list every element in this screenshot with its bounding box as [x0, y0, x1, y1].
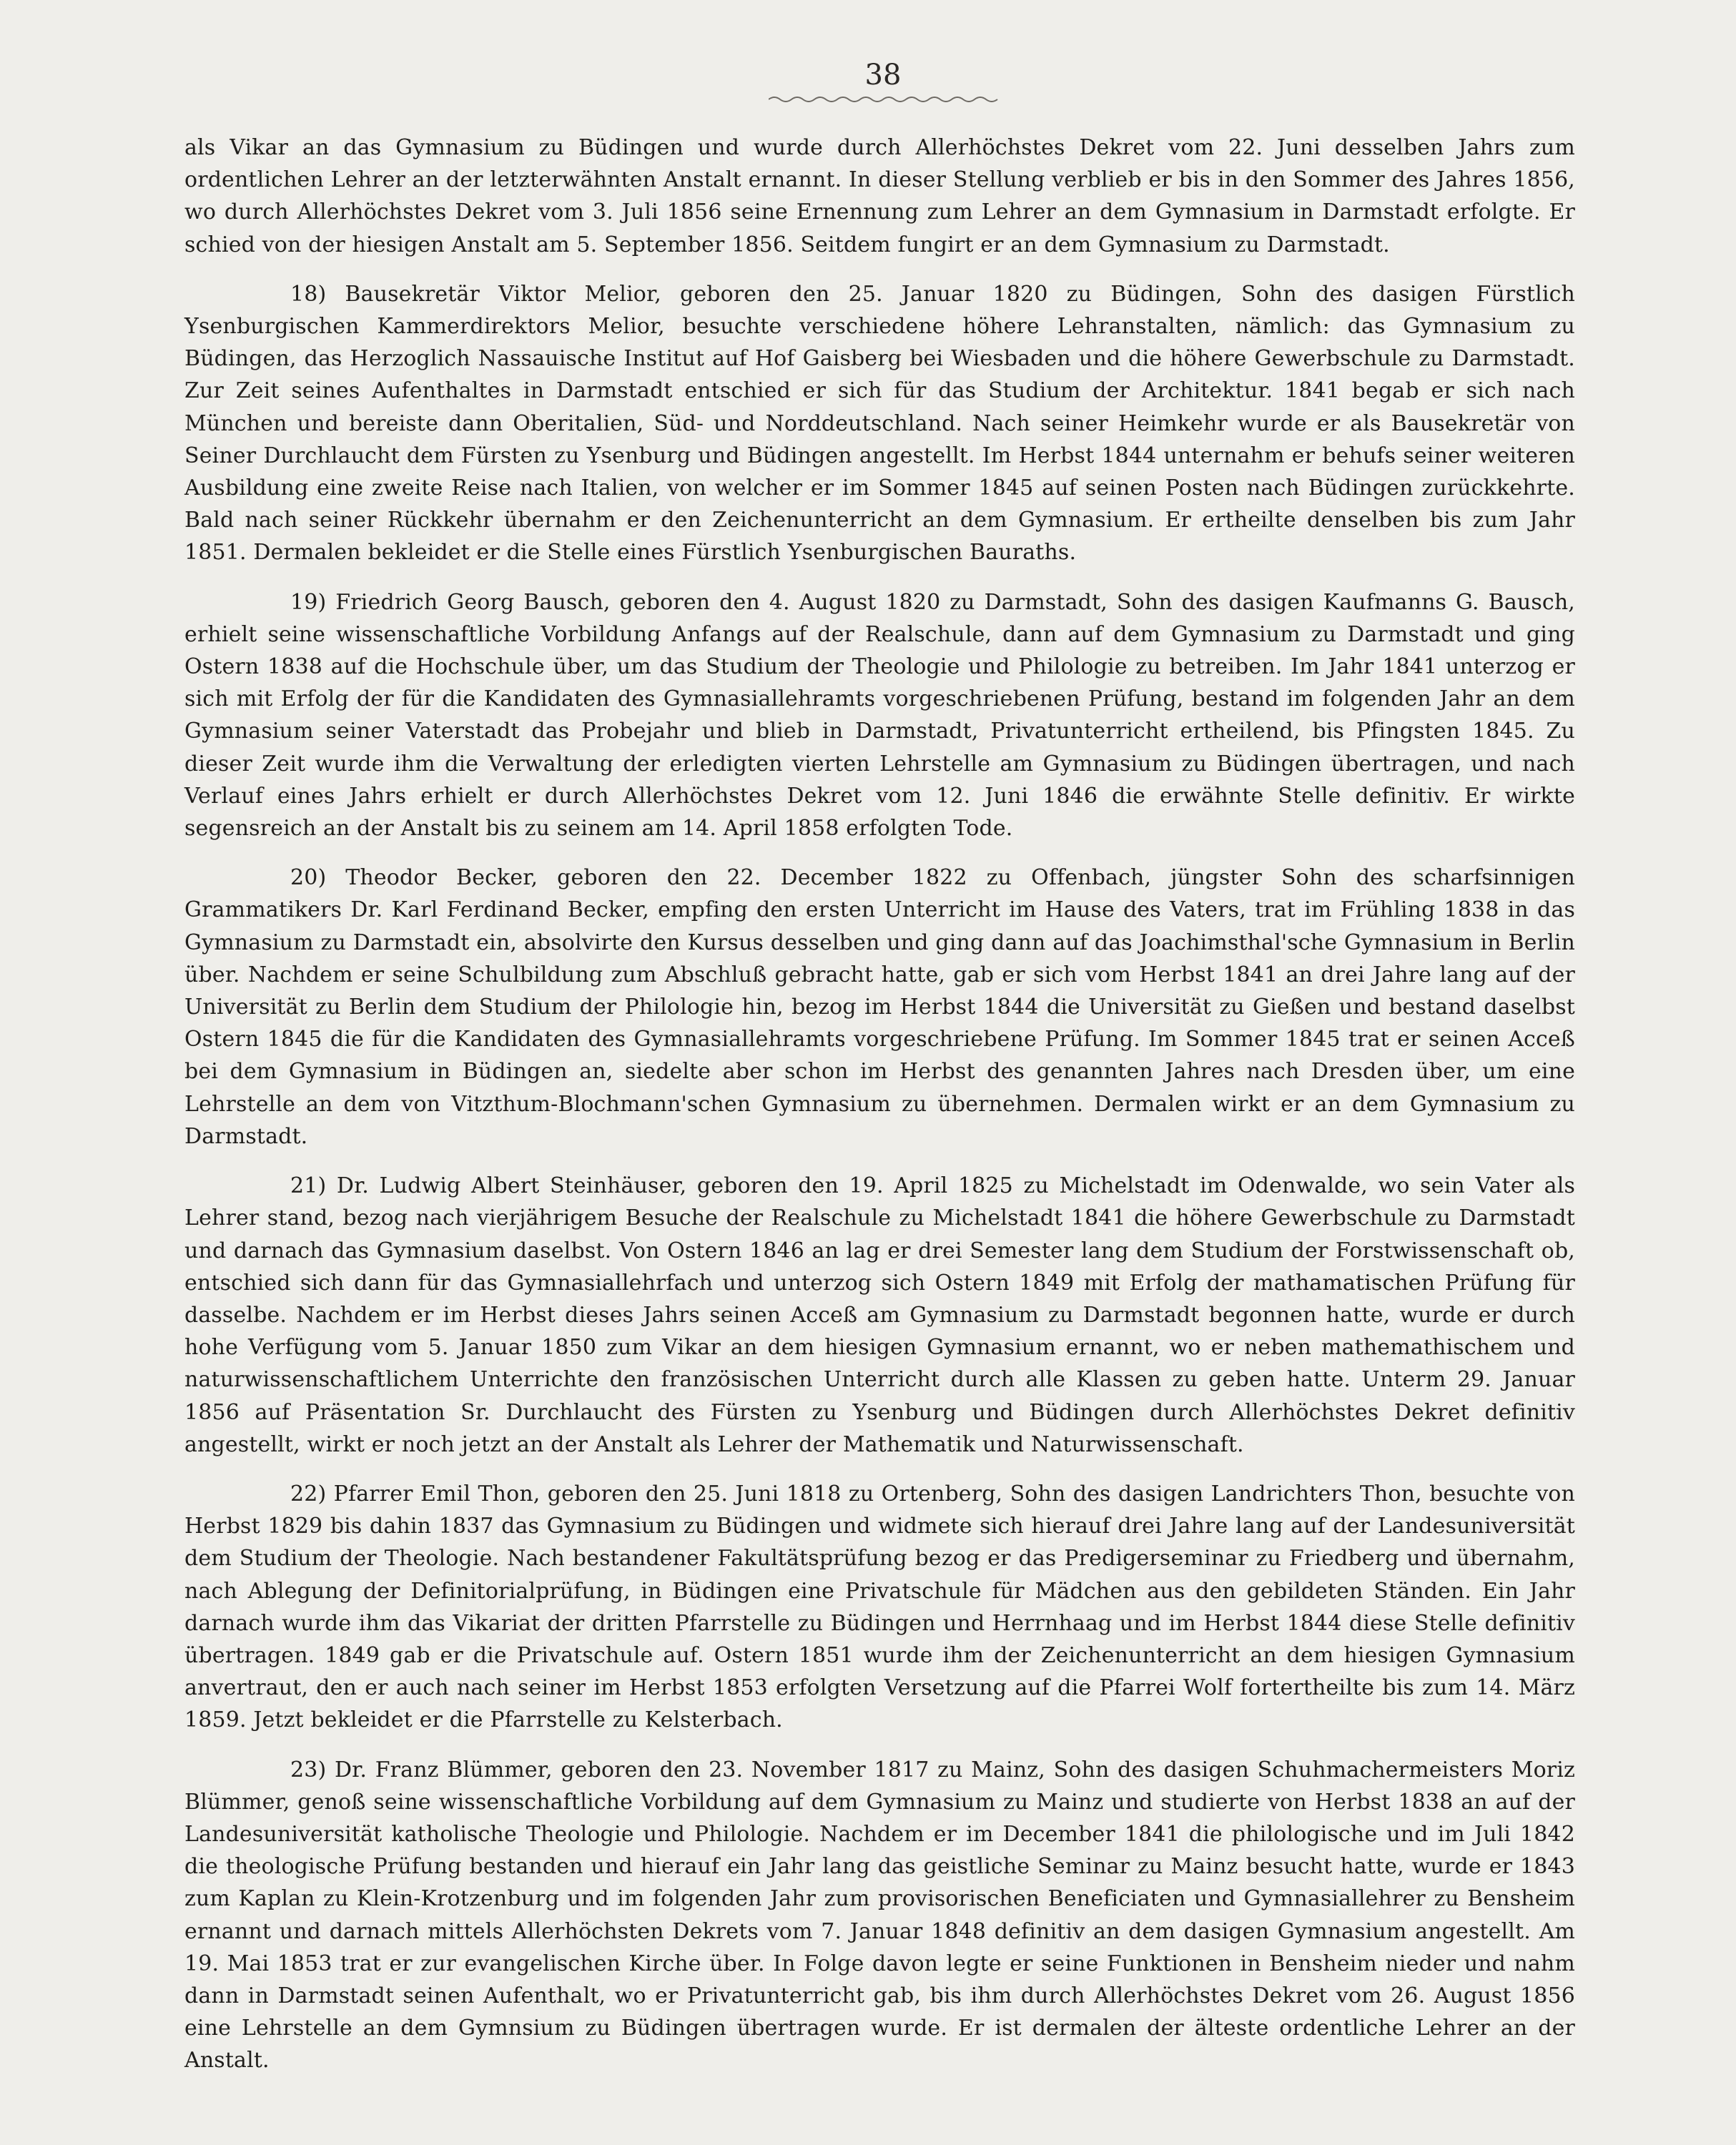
entry-text: 23) Dr. Franz Blümmer, geboren den 23. November 1817 zu Mainz, Sohn des dasigen Schuhmachermeisters Moriz Blümmer, genoß seine wissenschaftliche Vorbildung auf dem Gymnasium zu Mainz und studierte von Herbst 1838 an auf der Landesuniversität katholische Theologie und Philologie. Nachdem er im December 1841 die philologische und im Juli 1842 die theologische Prüfung bestanden und hierauf ein Jahr lang das geistliche Seminar zu Mainz besucht hatte, wurde er 1843 zum Kaplan zu Klein-Krotzenburg und im folgenden Jahr zum provisorischen Beneficiaten und Gymnasiallehrer zu Bensheim ernannt und darnach mittels Allerhöchsten Dekrets vom 7. Januar 1848 definitiv an dem dasigen Gymnasium angestellt. Am 19. Mai 1853 trat er zur evangelischen Kirche über. In Folge davon legte er seine Funktionen in Bensheim nieder und nahm dann in Darmstadt seinen Aufenthalt, wo er Privatunterricht gab, bis ihm durch Allerhöchstes Dekret vom 26. August 1856 eine Lehrstelle an dem Gymnsium zu Büdingen übertragen wurde. Er ist dermalen der älteste ordentliche Lehrer an der Anstalt.: [184, 1757, 1575, 2074]
entry-text: 21) Dr. Ludwig Albert Steinhäuser, geboren den 19. April 1825 zu Michelstadt im Odenwalde, wo sein Vater als Lehrer stand, bezog nach vierjährigem Besuche der Realschule zu Michelstadt 1841 die höhere Gewerbschule zu Darmstadt und darnach das Gymnasium daselbst. Von Ostern 1846 an lag er drei Semester lang dem Studium der Forstwissenschaft ob, entschied sich dann für das Gymnasiallehrfach und unterzog sich Ostern 1849 mit Erfolg der mathamatischen Prüfung für dasselbe. Nachdem er im Herbst dieses Jahrs seinen Acceß am Gymnasium zu Darmstadt begonnen hatte, wurde er durch hohe Verfügung vom 5. Januar 1850 zum Vikar an dem hiesigen Gymnasium ernannt, wo er neben mathemathischem und naturwissenschaftlichem Unterrichte den französischen Unterricht durch alle Klassen zu geben hatte. Unterm 29. Januar 1856 auf Präsentation Sr. Durchlaucht des Fürsten zu Ysenburg und Büdingen durch Allerhöchstes Dekret definitiv angestellt, wirkt er noch jetzt an der Anstalt als Lehrer der Mathematik und Naturwissenschaft.: [184, 1173, 1575, 1457]
entry-20-becker: [184, 862, 1575, 1153]
page-number-ornament: [769, 94, 999, 104]
entry-text: 20) Theodor Becker, geboren den 22. December 1822 zu Offenbach, jüngster Sohn des scharfsinnigen Grammatikers Dr. Karl Ferdinand Becker, empfing den ersten Unterricht im Hause des Vaters, trat im Frühling 1838 in das Gymnasium zu Darmstadt ein, absolvirte den Kursus desselben und ging dann auf das Joachimsthal'sche Gymnasium in Berlin über. Nachdem er seine Schulbildung zum Abschluß gebracht hatte, gab er sich vom Herbst 1841 an drei Jahre lang auf der Universität zu Berlin dem Studium der Philologie hin, bezog im Herbst 1844 die Universität zu Gießen und bestand daselbst Ostern 1845 die für die Kandidaten des Gymnasiallehramts vorgeschriebene Prüfung. Im Sommer 1845 trat er seinen Acceß bei dem Gymnasium in Büdingen an, siedelte aber schon im Herbst des genannten Jahres nach Dresden über, um eine Lehrstelle an dem von Vitzthum-Blochmann'schen Gymnasium zu übernehmen. Dermalen wirkt er an dem Gymnasium zu Darmstadt.: [184, 865, 1575, 1149]
entry-18-melior: [184, 278, 1575, 569]
entry-21-steinhaeuser: [184, 1170, 1575, 1461]
entry-text: 18) Bausekretär Viktor Melior, geboren den 25. Januar 1820 zu Büdingen, Sohn des dasigen Fürstlich Ysenburgischen Kammerdirektors Melior, besuchte verschiedene höhere Lehranstalten, nämlich: das Gymnasium zu Büdingen, das Herzoglich Nassauische Institut auf Hof Gaisberg bei Wiesbaden und die höhere Gewerbschule zu Darmstadt. Zur Zeit seines Aufenthaltes in Darmstadt entschied er sich für das Studium der Architektur. 1841 begab er sich nach München und bereiste dann Oberitalien, Süd- und Norddeutschland. Nach seiner Heimkehr wurde er als Bausekretär von Seiner Durchlaucht dem Fürsten zu Ysenburg und Büdingen angestellt. Im Herbst 1844 unternahm er behufs seiner weiteren Ausbildung eine zweite Reise nach Italien, von welcher er im Sommer 1845 auf seinen Posten nach Büdingen zurückkehrte. Bald nach seiner Rückkehr übernahm er den Zeichenunterricht an dem Gymnasium. Er ertheilte denselben bis zum Jahr 1851. Dermalen bekleidet er die Stelle eines Fürstlich Ysenburgischen Bauraths.: [184, 281, 1575, 566]
page-body: [184, 132, 1575, 2094]
entry-22-thon: [184, 1478, 1575, 1737]
entry-text: 19) Friedrich Georg Bausch, geboren den 4. August 1820 zu Darmstadt, Sohn des dasigen Kaufmanns G. Bausch, erhielt seine wissenschaftliche Vorbildung Anfangs auf der Realschule, dann auf dem Gymnasium zu Darmstadt und ging Ostern 1838 auf die Hochschule über, um das Studium der Theologie und Philologie zu betreiben. Im Jahr 1841 unterzog er sich mit Erfolg der für die Kandidaten des Gymnasiallehramts vorgeschriebenen Prüfung, bestand im folgenden Jahr an dem Gymnasium seiner Vaterstadt das Probejahr und blieb in Darmstadt, Privatunterricht ertheilend, bis Pfingsten 1845. Zu dieser Zeit wurde ihm die Verwaltung der erledigten vierten Lehrstelle am Gymnasium zu Büdingen übertragen, und nach Verlauf eines Jahrs erhielt er durch Allerhöchstes Dekret vom 12. Juni 1846 die erwähnte Stelle definitiv. Er wirkte segensreich an der Anstalt bis zu seinem am 14. April 1858 erfolgten Tode.: [184, 589, 1575, 842]
entry-23-bluemmer: [184, 1754, 1575, 2077]
entry-text: 22) Pfarrer Emil Thon, geboren den 25. Juni 1818 zu Ortenberg, Sohn des dasigen Landrichters Thon, besuchte von Herbst 1829 bis dahin 1837 das Gymnasium zu Büdingen und widmete sich hierauf drei Jahre lang auf der Landesuniversität dem Studium der Theologie. Nach bestandener Fakultätsprüfung bezog er das Predigerseminar zu Friedberg und übernahm, nach Ablegung der Definitorialprüfung, in Büdingen eine Privatschule für Mädchen aus den gebildeten Ständen. Ein Jahr darnach wurde ihm das Vikariat der dritten Pfarrstelle zu Büdingen und Herrnhaag und im Herbst 1844 diese Stelle definitiv übertragen. 1849 gab er die Privatschule auf. Ostern 1851 wurde ihm der Zeichenunterricht an dem hiesigen Gymnasium anvertraut, den er auch nach seiner im Herbst 1853 erfolgten Versetzung auf die Pfarrei Wolf fortertheilte bis zum 14. März 1859. Jetzt bekleidet er die Pfarrstelle zu Kelsterbach.: [184, 1481, 1575, 1733]
entry-19-bausch: [184, 586, 1575, 845]
entry-continuation: [184, 132, 1575, 261]
entry-text: als Vikar an das Gymnasium zu Büdingen und wurde durch Allerhöchstes Dekret vom 22. Juni desselben Jahrs zum ordentlichen Lehrer an der letzterwähnten Anstalt ernannt. In dieser Stellung verblieb er bis in den Sommer des Jahres 1856, wo durch Allerhöchstes Dekret vom 3. Juli 1856 seine Ernennung zum Lehrer an dem Gymnasium in Darmstadt erfolgte. Er schied von der hiesigen Anstalt am 5. September 1856. Seitdem fungirt er an dem Gymnasium zu Darmstadt.: [184, 135, 1575, 257]
page-number: 38: [864, 59, 902, 92]
